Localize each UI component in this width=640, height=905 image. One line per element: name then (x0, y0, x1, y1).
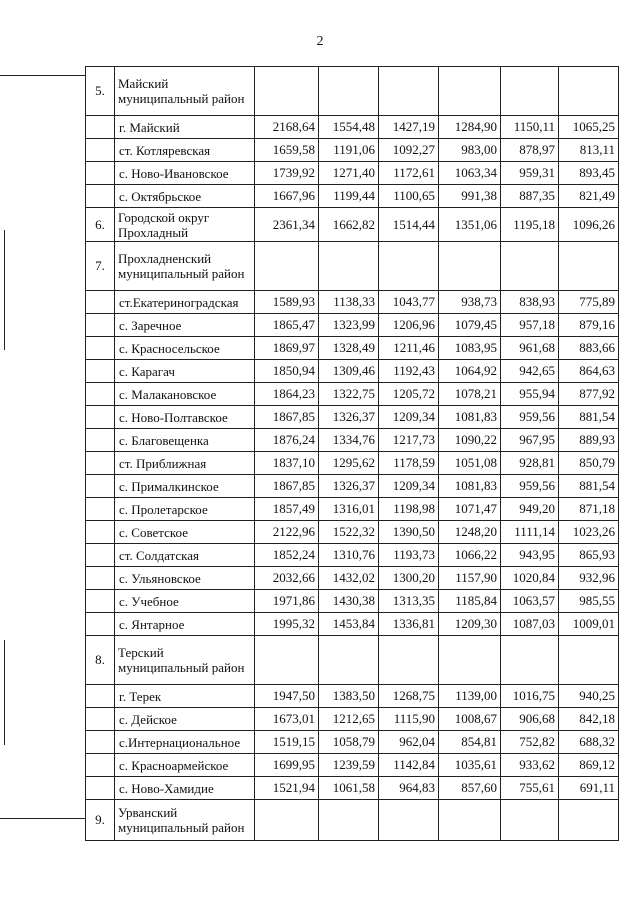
value-cell: 887,35 (501, 185, 559, 208)
row-number (86, 360, 115, 383)
value-cell: 1209,30 (439, 613, 501, 636)
value-cell: 933,62 (501, 754, 559, 777)
value-cell: 1064,92 (439, 360, 501, 383)
row-number (86, 291, 115, 314)
settlement-name: с. Малакановское (115, 383, 255, 406)
value-cell: 1058,79 (319, 731, 379, 754)
value-cell (319, 242, 379, 291)
value-cell: 943,95 (501, 544, 559, 567)
settlement-name: с. Дейское (115, 708, 255, 731)
settlement-name: с. Пролетарское (115, 498, 255, 521)
value-cell: 967,95 (501, 429, 559, 452)
value-cell: 1199,44 (319, 185, 379, 208)
row-number (86, 475, 115, 498)
value-cell: 1066,22 (439, 544, 501, 567)
value-cell: 1092,27 (379, 139, 439, 162)
value-cell: 869,12 (559, 754, 619, 777)
row-number (86, 731, 115, 754)
value-cell: 1020,84 (501, 567, 559, 590)
value-cell: 1206,96 (379, 314, 439, 337)
table-row (86, 521, 619, 544)
settlement-name: с. Красноармейское (115, 754, 255, 777)
value-cell (319, 636, 379, 685)
value-cell: 1326,37 (319, 406, 379, 429)
value-cell: 1035,61 (439, 754, 501, 777)
value-cell: 1138,33 (319, 291, 379, 314)
value-cell: 1284,90 (439, 116, 501, 139)
value-cell: 878,97 (501, 139, 559, 162)
value-cell: 688,32 (559, 731, 619, 754)
row-number (86, 685, 115, 708)
value-cell: 1111,14 (501, 521, 559, 544)
value-cell: 1081,83 (439, 475, 501, 498)
value-cell: 1699,95 (255, 754, 319, 777)
table-row (86, 185, 619, 208)
value-cell: 1514,44 (379, 208, 439, 242)
table-row (86, 242, 619, 291)
value-cell: 691,11 (559, 777, 619, 800)
row-number (86, 452, 115, 475)
value-cell: 964,83 (379, 777, 439, 800)
value-cell: 1453,84 (319, 613, 379, 636)
settlement-name: г. Майский (115, 116, 255, 139)
value-cell: 850,79 (559, 452, 619, 475)
settlement-name: с. Янтарное (115, 613, 255, 636)
row-number (86, 567, 115, 590)
value-cell: 1172,61 (379, 162, 439, 185)
row-number (86, 777, 115, 800)
settlement-name: ст.Екатериноградская (115, 291, 255, 314)
table-row (86, 777, 619, 800)
value-cell: 2168,64 (255, 116, 319, 139)
row-number: 6. (86, 208, 115, 242)
tariff-table (85, 66, 619, 841)
scan-line-left-1 (4, 230, 5, 350)
value-cell: 1209,34 (379, 475, 439, 498)
value-cell: 1852,24 (255, 544, 319, 567)
value-cell: 1178,59 (379, 452, 439, 475)
value-cell (559, 800, 619, 841)
value-cell: 1193,73 (379, 544, 439, 567)
value-cell: 1139,00 (439, 685, 501, 708)
row-number (86, 162, 115, 185)
table-row (86, 291, 619, 314)
settlement-name: с. Благовещенка (115, 429, 255, 452)
settlement-name: с. Прималкинское (115, 475, 255, 498)
value-cell: 1316,01 (319, 498, 379, 521)
value-cell: 1150,11 (501, 116, 559, 139)
value-cell: 1271,40 (319, 162, 379, 185)
value-cell: 1850,94 (255, 360, 319, 383)
value-cell: 877,92 (559, 383, 619, 406)
value-cell: 879,16 (559, 314, 619, 337)
settlement-name: ст. Приближная (115, 452, 255, 475)
value-cell (439, 800, 501, 841)
table-row (86, 636, 619, 685)
settlement-name: с. Заречное (115, 314, 255, 337)
value-cell: 1079,45 (439, 314, 501, 337)
value-cell: 1195,18 (501, 208, 559, 242)
value-cell: 1867,85 (255, 406, 319, 429)
value-cell: 1157,90 (439, 567, 501, 590)
table-row (86, 498, 619, 521)
value-cell: 1336,81 (379, 613, 439, 636)
value-cell: 940,25 (559, 685, 619, 708)
value-cell: 1739,92 (255, 162, 319, 185)
table-row (86, 406, 619, 429)
value-cell: 1947,50 (255, 685, 319, 708)
value-cell: 1383,50 (319, 685, 379, 708)
value-cell: 1081,83 (439, 406, 501, 429)
table-row (86, 731, 619, 754)
value-cell: 1300,20 (379, 567, 439, 590)
value-cell (559, 67, 619, 116)
value-cell: 1427,19 (379, 116, 439, 139)
table-row (86, 208, 619, 242)
value-cell: 1198,98 (379, 498, 439, 521)
value-cell: 1432,02 (319, 567, 379, 590)
value-cell: 1063,57 (501, 590, 559, 613)
value-cell: 1100,65 (379, 185, 439, 208)
value-cell (319, 67, 379, 116)
value-cell: 1673,01 (255, 708, 319, 731)
district-name: Урванский муниципальный район (115, 800, 255, 841)
value-cell: 2032,66 (255, 567, 319, 590)
value-cell: 1096,26 (559, 208, 619, 242)
value-cell (379, 800, 439, 841)
value-cell (439, 67, 501, 116)
value-cell: 928,81 (501, 452, 559, 475)
value-cell: 1217,73 (379, 429, 439, 452)
table-row (86, 162, 619, 185)
value-cell: 1667,96 (255, 185, 319, 208)
value-cell: 842,18 (559, 708, 619, 731)
value-cell: 883,66 (559, 337, 619, 360)
value-cell (559, 636, 619, 685)
value-cell (439, 242, 501, 291)
table-row (86, 429, 619, 452)
settlement-name: с.Интернациональное (115, 731, 255, 754)
value-cell (379, 67, 439, 116)
value-cell: 1071,47 (439, 498, 501, 521)
value-cell: 881,54 (559, 406, 619, 429)
table-body (86, 67, 619, 841)
table-row (86, 475, 619, 498)
value-cell: 2122,96 (255, 521, 319, 544)
settlement-name: с. Красносельское (115, 337, 255, 360)
value-cell: 854,81 (439, 731, 501, 754)
value-cell: 1083,95 (439, 337, 501, 360)
row-number (86, 613, 115, 636)
value-cell: 1078,21 (439, 383, 501, 406)
scan-line-left-2 (4, 640, 5, 745)
value-cell: 864,63 (559, 360, 619, 383)
table-row (86, 800, 619, 841)
settlement-name: с. Ново-Хамидие (115, 777, 255, 800)
value-cell: 1865,47 (255, 314, 319, 337)
value-cell: 1087,03 (501, 613, 559, 636)
value-cell: 1212,65 (319, 708, 379, 731)
value-cell: 1837,10 (255, 452, 319, 475)
value-cell: 962,04 (379, 731, 439, 754)
value-cell: 959,31 (501, 162, 559, 185)
value-cell: 961,68 (501, 337, 559, 360)
value-cell: 1971,86 (255, 590, 319, 613)
value-cell: 1309,46 (319, 360, 379, 383)
value-cell: 1065,25 (559, 116, 619, 139)
value-cell: 889,93 (559, 429, 619, 452)
value-cell: 1090,22 (439, 429, 501, 452)
district-name: Городской округ Прохладный (115, 208, 255, 242)
value-cell: 1430,38 (319, 590, 379, 613)
value-cell: 1009,01 (559, 613, 619, 636)
row-number (86, 429, 115, 452)
value-cell: 957,18 (501, 314, 559, 337)
table-row (86, 337, 619, 360)
value-cell: 1205,72 (379, 383, 439, 406)
value-cell: 959,56 (501, 475, 559, 498)
value-cell: 755,61 (501, 777, 559, 800)
row-number: 7. (86, 242, 115, 291)
row-number (86, 498, 115, 521)
row-number: 9. (86, 800, 115, 841)
settlement-name: с. Ново-Полтавское (115, 406, 255, 429)
scan-line-top (0, 75, 86, 76)
scan-line-bottom (0, 818, 86, 819)
value-cell: 1390,50 (379, 521, 439, 544)
table-row (86, 452, 619, 475)
row-number (86, 521, 115, 544)
value-cell: 1328,49 (319, 337, 379, 360)
row-number: 8. (86, 636, 115, 685)
value-cell: 1008,67 (439, 708, 501, 731)
value-cell: 985,55 (559, 590, 619, 613)
value-cell: 821,49 (559, 185, 619, 208)
row-number (86, 406, 115, 429)
value-cell: 932,96 (559, 567, 619, 590)
value-cell (255, 67, 319, 116)
value-cell (379, 242, 439, 291)
value-cell (379, 636, 439, 685)
value-cell: 1322,75 (319, 383, 379, 406)
settlement-name: ст. Котляревская (115, 139, 255, 162)
table-row (86, 139, 619, 162)
settlement-name: с. Советское (115, 521, 255, 544)
value-cell: 752,82 (501, 731, 559, 754)
table-row (86, 708, 619, 731)
value-cell: 881,54 (559, 475, 619, 498)
table-row (86, 613, 619, 636)
page-number: 2 (316, 34, 324, 49)
value-cell: 893,45 (559, 162, 619, 185)
value-cell: 1023,26 (559, 521, 619, 544)
value-cell: 1268,75 (379, 685, 439, 708)
row-number (86, 116, 115, 139)
district-name: Майский муниципальный район (115, 67, 255, 116)
value-cell: 1519,15 (255, 731, 319, 754)
value-cell (255, 242, 319, 291)
value-cell: 1061,58 (319, 777, 379, 800)
value-cell: 1326,37 (319, 475, 379, 498)
value-cell: 1864,23 (255, 383, 319, 406)
value-cell: 1351,06 (439, 208, 501, 242)
row-number (86, 544, 115, 567)
value-cell: 1310,76 (319, 544, 379, 567)
table-row (86, 67, 619, 116)
value-cell: 1521,94 (255, 777, 319, 800)
value-cell (559, 242, 619, 291)
value-cell: 1295,62 (319, 452, 379, 475)
value-cell: 1554,48 (319, 116, 379, 139)
table-row (86, 685, 619, 708)
value-cell (501, 800, 559, 841)
value-cell: 959,56 (501, 406, 559, 429)
value-cell: 983,00 (439, 139, 501, 162)
value-cell: 1334,76 (319, 429, 379, 452)
value-cell: 1043,77 (379, 291, 439, 314)
value-cell: 955,94 (501, 383, 559, 406)
settlement-name: г. Терек (115, 685, 255, 708)
value-cell: 942,65 (501, 360, 559, 383)
value-cell: 813,11 (559, 139, 619, 162)
value-cell: 906,68 (501, 708, 559, 731)
row-number (86, 383, 115, 406)
row-number (86, 314, 115, 337)
value-cell: 1662,82 (319, 208, 379, 242)
value-cell (319, 800, 379, 841)
value-cell (255, 800, 319, 841)
table-row (86, 544, 619, 567)
value-cell: 2361,34 (255, 208, 319, 242)
value-cell (439, 636, 501, 685)
row-number (86, 337, 115, 360)
settlement-name: с. Учебное (115, 590, 255, 613)
row-number (86, 185, 115, 208)
value-cell: 1115,90 (379, 708, 439, 731)
value-cell: 1522,32 (319, 521, 379, 544)
row-number (86, 139, 115, 162)
row-number (86, 590, 115, 613)
value-cell: 1191,06 (319, 139, 379, 162)
value-cell (501, 636, 559, 685)
value-cell: 1051,08 (439, 452, 501, 475)
table-row (86, 754, 619, 777)
value-cell: 1192,43 (379, 360, 439, 383)
table-row (86, 590, 619, 613)
table-row (86, 116, 619, 139)
value-cell: 838,93 (501, 291, 559, 314)
row-number (86, 708, 115, 731)
value-cell: 857,60 (439, 777, 501, 800)
value-cell: 1211,46 (379, 337, 439, 360)
row-number: 5. (86, 67, 115, 116)
value-cell: 1185,84 (439, 590, 501, 613)
value-cell (255, 636, 319, 685)
value-cell: 1248,20 (439, 521, 501, 544)
district-name: Прохладненский муниципальный район (115, 242, 255, 291)
value-cell: 1867,85 (255, 475, 319, 498)
district-name: Терский муниципальный район (115, 636, 255, 685)
value-cell: 949,20 (501, 498, 559, 521)
value-cell: 865,93 (559, 544, 619, 567)
value-cell: 938,73 (439, 291, 501, 314)
value-cell: 1876,24 (255, 429, 319, 452)
value-cell: 1589,93 (255, 291, 319, 314)
table-row (86, 383, 619, 406)
value-cell: 991,38 (439, 185, 501, 208)
settlement-name: с. Ульяновское (115, 567, 255, 590)
value-cell: 1063,34 (439, 162, 501, 185)
table-row (86, 314, 619, 337)
value-cell: 1209,34 (379, 406, 439, 429)
value-cell: 775,89 (559, 291, 619, 314)
settlement-name: с. Октябрьское (115, 185, 255, 208)
table-row (86, 567, 619, 590)
value-cell: 1016,75 (501, 685, 559, 708)
settlement-name: ст. Солдатская (115, 544, 255, 567)
table-row (86, 360, 619, 383)
value-cell: 1313,35 (379, 590, 439, 613)
value-cell: 1857,49 (255, 498, 319, 521)
value-cell: 1869,97 (255, 337, 319, 360)
value-cell (501, 67, 559, 116)
value-cell: 1659,58 (255, 139, 319, 162)
row-number (86, 754, 115, 777)
value-cell: 1239,59 (319, 754, 379, 777)
settlement-name: с. Карагач (115, 360, 255, 383)
value-cell: 1142,84 (379, 754, 439, 777)
settlement-name: с. Ново-Ивановское (115, 162, 255, 185)
value-cell: 871,18 (559, 498, 619, 521)
value-cell: 1323,99 (319, 314, 379, 337)
value-cell: 1995,32 (255, 613, 319, 636)
value-cell (501, 242, 559, 291)
